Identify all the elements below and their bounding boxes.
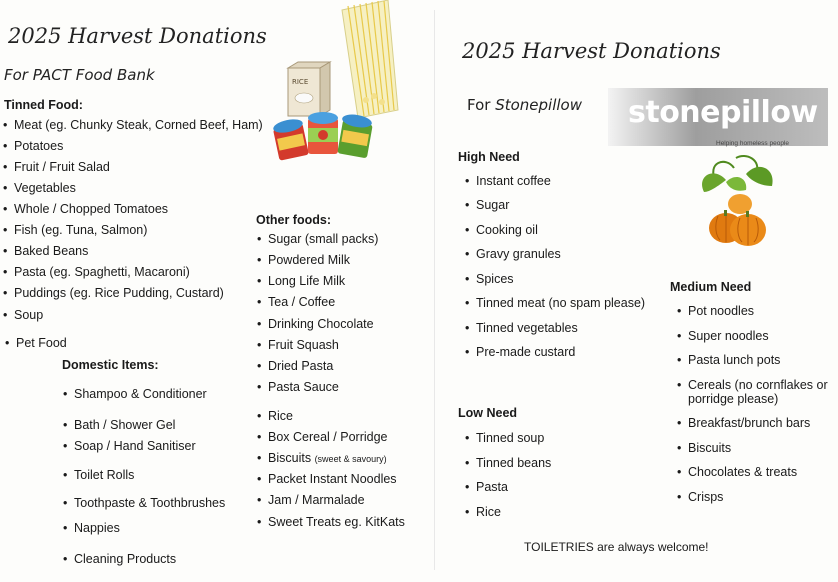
list-item: • Fruit Squash [268, 338, 339, 352]
right-title: 2025 Harvest Donations [462, 39, 721, 63]
list-item: • Soap / Hand Sanitiser [74, 439, 196, 453]
list-item: • Meat (eg. Chunky Steak, Corned Beef, Ham) [14, 118, 263, 132]
list-item: • Cereals (no cornflakes or [688, 378, 828, 392]
other-foods-heading: Other foods: [256, 213, 331, 227]
list-item: • Instant coffee [476, 174, 551, 188]
logo-tagline: Helping homeless people [716, 140, 789, 147]
list-item: • Pot noodles [688, 304, 754, 318]
list-item [268, 451, 387, 465]
rice-box-label: RICE [292, 78, 309, 86]
biscuits-label: Biscuits [268, 451, 312, 465]
list-item: • Bath / Shower Gel [74, 418, 175, 432]
list-item: • Pre-made custard [476, 345, 575, 359]
logo-text: stonepillow [628, 95, 818, 130]
list-item: • Sugar [476, 198, 509, 212]
food-illustration [268, 0, 402, 168]
list-item: • Pasta Sauce [268, 380, 339, 394]
pumpkin-icon [696, 152, 778, 252]
domestic-items-heading: Domestic Items: [62, 358, 159, 372]
list-item: • Fruit / Fruit Salad [14, 160, 110, 174]
list-item: • Fish (eg. Tuna, Salmon) [14, 223, 147, 237]
list-item: • Breakfast/brunch bars [688, 416, 810, 430]
list-item: • Chocolates & treats [688, 465, 797, 479]
list-item: • Gravy granules [476, 247, 561, 261]
list-item: • Toothpaste & Toothbrushes [74, 496, 225, 510]
right-subtitle [467, 96, 582, 114]
list-item: • Cleaning Products [74, 552, 176, 566]
list-item: • Shampoo & Conditioner [74, 387, 207, 401]
list-item: • Puddings (eg. Rice Pudding, Custard) [14, 286, 224, 300]
list-item: • Tinned vegetables [476, 321, 578, 335]
list-item: • Cooking oil [476, 223, 538, 237]
list-item: • Pasta [476, 480, 508, 494]
list-item-continued: porridge please) [688, 392, 779, 406]
page-divider [434, 10, 435, 570]
list-item: • Tea / Coffee [268, 295, 335, 309]
list-item: • Sugar (small packs) [268, 232, 378, 246]
list-item: • Dried Pasta [268, 359, 333, 373]
subtitle-name: Stonepillow [495, 96, 583, 114]
list-item: • Rice [268, 409, 293, 423]
spaghetti-icon [342, 0, 398, 118]
list-item: • Nappies [74, 521, 120, 535]
list-item: • Drinking Chocolate [268, 317, 374, 331]
list-item: • Spices [476, 272, 514, 286]
subtitle-prefix: For [467, 96, 491, 114]
list-item: • Sweet Treats eg. KitKats [268, 515, 405, 529]
left-title: 2025 Harvest Donations [8, 24, 267, 48]
list-item: • Tinned meat (no spam please) [476, 296, 645, 310]
high-need-heading: High Need [458, 150, 520, 164]
list-item: • Powdered Milk [268, 253, 350, 267]
list-item: • Biscuits [688, 441, 731, 455]
list-item: • Box Cereal / Porridge [268, 430, 388, 444]
list-item: • Tinned beans [476, 456, 551, 470]
medium-need-heading: Medium Need [670, 280, 752, 294]
list-item: • Super noodles [688, 329, 769, 343]
rice-box-icon [288, 62, 330, 116]
list-item: • Pet Food [16, 336, 67, 350]
left-subtitle: For PACT Food Bank [4, 66, 155, 84]
list-item: • Vegetables [14, 181, 76, 195]
list-item: • Packet Instant Noodles [268, 472, 397, 486]
list-item: • Crisps [688, 490, 723, 504]
list-item: • Whole / Chopped Tomatoes [14, 202, 168, 216]
tinned-food-icon [272, 112, 373, 161]
list-item: • Potatoes [14, 139, 63, 153]
biscuits-note: (sweet & savoury) [314, 454, 387, 464]
list-item: • Rice [476, 505, 501, 519]
tinned-food-heading: Tinned Food: [4, 98, 83, 112]
list-item: • Long Life Milk [268, 274, 345, 288]
list-item: • Toilet Rolls [74, 468, 134, 482]
list-item: • Jam / Marmalade [268, 493, 365, 507]
footer-note: TOILETRIES are always welcome! [524, 540, 709, 554]
list-item: • Soup [14, 308, 43, 322]
list-item: • Pasta (eg. Spaghetti, Macaroni) [14, 265, 190, 279]
list-item: • Pasta lunch pots [688, 353, 780, 367]
low-need-heading: Low Need [458, 406, 518, 420]
list-item: • Baked Beans [14, 244, 88, 258]
list-item: • Tinned soup [476, 431, 544, 445]
